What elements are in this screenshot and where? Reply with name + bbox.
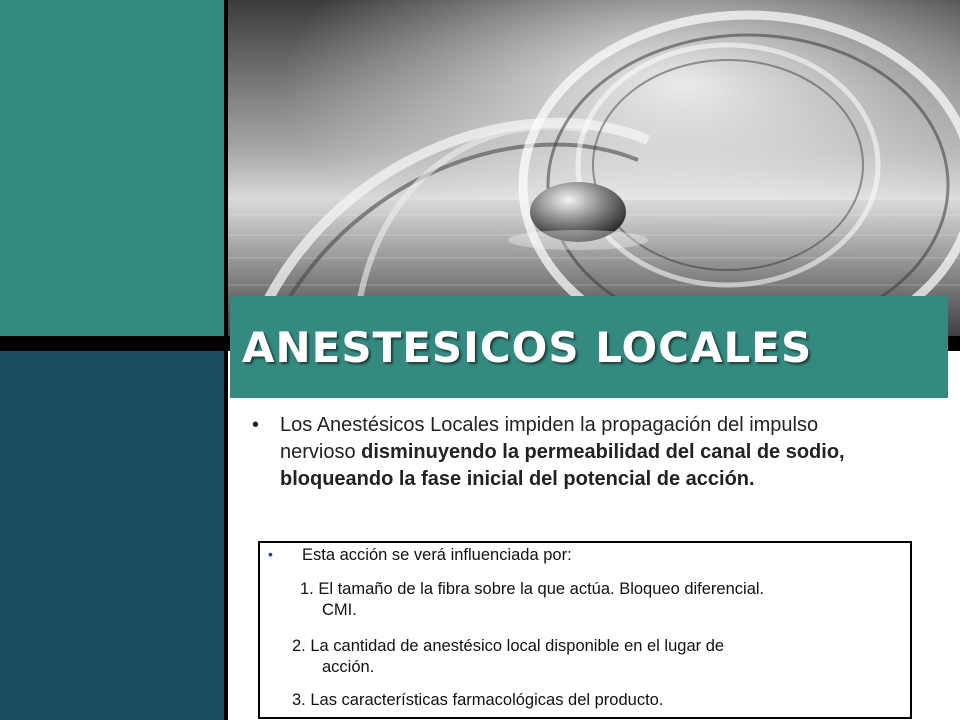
left-teal-panel [0,0,224,336]
factor-2-line-1: 2. La cantidad de anestésico local disponible en el lugar de [292,637,725,655]
abstract-glass-bubble-photo [228,0,960,336]
bullet-dot-icon: • [252,414,260,436]
factor-1-line-2: CMI. [322,601,357,619]
slide-title: ANESTESICOS LOCALES [242,322,813,372]
factor-3-line-1: 3. Las características farmacológicas del producto. [292,691,664,709]
main-bullet-text [280,412,892,493]
box-intro: Esta acción se verá influenciada por: [302,546,572,564]
blue-bullet-dot-icon: • [268,546,273,562]
influence-factors-box [258,541,912,719]
main-bullet [252,412,892,493]
factor-1-line-1: 1. El tamaño de la fibra sobre la que actúa. Bloqueo diferencial. [300,580,765,598]
left-navy-panel [0,351,224,720]
main-bullet-plain: Los Anestésicos Locales impiden la propagación del impulso nervioso [280,414,819,463]
factor-2-line-2: acción. [322,658,375,676]
main-bullet-bold: disminuyendo la permeabilidad del canal de sodio, bloqueando la fase inicial del potencial de acción. [280,441,845,490]
title-banner [230,296,948,398]
